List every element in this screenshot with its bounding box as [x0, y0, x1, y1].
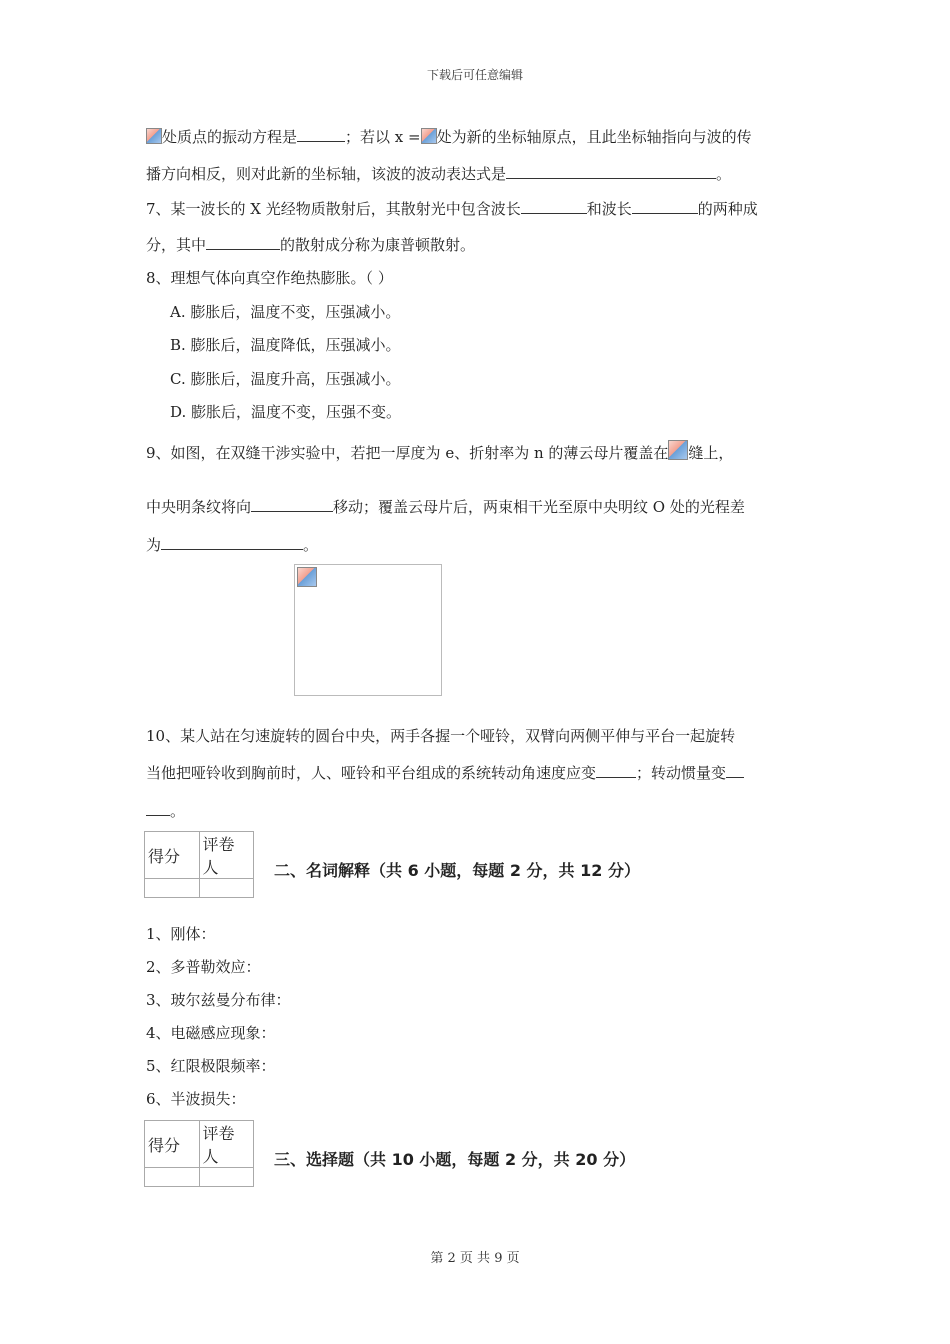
- q7-line1: 7、某一波长的 X 光经物质散射后，其散射光中包含波长 和波长 的两种成: [146, 200, 758, 218]
- score-label: 得分: [145, 1121, 200, 1168]
- term-item: 1、刚体：: [146, 925, 216, 943]
- term-item: 4、电磁感应现象：: [146, 1024, 276, 1042]
- grader-cell[interactable]: [199, 879, 254, 898]
- term-item: 6、半波损失：: [146, 1090, 246, 1108]
- q10-line3: 。: [146, 801, 185, 821]
- q9-line3: 为 。: [146, 536, 319, 554]
- score-cell[interactable]: [145, 879, 200, 898]
- blank[interactable]: [521, 199, 587, 214]
- page-footer: 第 2 页 共 9 页: [430, 1251, 520, 1266]
- broken-image-icon: [421, 128, 437, 144]
- section-3-title: 三、选择题（共 10 小题，每题 2 分，共 20 分）: [274, 1150, 636, 1169]
- section-2-title: 二、名词解释（共 6 小题，每题 2 分，共 12 分）: [274, 861, 640, 880]
- broken-image-icon: [297, 567, 317, 587]
- figure-placeholder: [294, 564, 442, 696]
- q8-stem: 8、理想气体向真空作绝热膨胀。（ ）: [146, 269, 393, 287]
- q8-option-b[interactable]: B. 膨胀后，温度降低，压强减小。: [170, 336, 401, 354]
- q9-line2: 中央明条纹将向 移动；覆盖云母片后，两束相干光至原中央明纹 O 处的光程差: [146, 498, 745, 516]
- score-table: [144, 1120, 254, 1187]
- q10-line1: 10、某人站在匀速旋转的圆台中央，两手各握一个哑铃，双臂向两侧平伸与平台一起旋转: [146, 727, 736, 745]
- grader-label: 评卷人: [199, 1121, 254, 1168]
- blank[interactable]: [251, 497, 333, 512]
- q10-line2: 当他把哑铃收到胸前时，人、哑铃和平台组成的系统转动角速度应变 ；转动惯量变: [146, 763, 744, 783]
- q8-option-a[interactable]: A. 膨胀后，温度不变，压强减小。: [170, 303, 401, 321]
- q6-line1: 处质点的振动方程是 ；若以 x = 处为新的坐标轴原点，且此坐标轴指向与波的传: [146, 127, 752, 147]
- grader-label: 评卷人: [199, 832, 254, 879]
- blank[interactable]: [506, 164, 716, 179]
- term-item: 3、玻尔兹曼分布律：: [146, 991, 291, 1009]
- blank[interactable]: [726, 763, 744, 778]
- grader-cell[interactable]: [199, 1168, 254, 1187]
- blank[interactable]: [161, 535, 303, 550]
- q8-option-c[interactable]: C. 膨胀后，温度升高，压强减小。: [170, 370, 401, 388]
- q6-line2: 播方向相反，则对此新的坐标轴，该波的波动表达式是 。: [146, 165, 732, 183]
- broken-image-icon: [668, 440, 688, 460]
- q7-line2: 分，其中 的散射成分称为康普顿散射。: [146, 236, 476, 254]
- term-item: 5、红限极限频率：: [146, 1057, 276, 1075]
- score-label: 得分: [145, 832, 200, 879]
- score-table: [144, 831, 254, 898]
- score-cell[interactable]: [145, 1168, 200, 1187]
- blank[interactable]: [146, 801, 170, 816]
- page-header: 下载后可任意编辑: [426, 68, 523, 82]
- q9-line1: 9、如图，在双缝干涉实验中，若把一厚度为 e、折射率为 n 的薄云母片覆盖在 缝上，: [146, 440, 733, 463]
- q8-option-d[interactable]: D. 膨胀后，温度不变，压强不变。: [170, 403, 402, 421]
- broken-image-icon: [146, 128, 162, 144]
- blank[interactable]: [206, 235, 280, 250]
- blank[interactable]: [632, 199, 698, 214]
- blank[interactable]: [596, 763, 636, 778]
- blank[interactable]: [297, 127, 345, 142]
- term-item: 2、多普勒效应：: [146, 958, 261, 976]
